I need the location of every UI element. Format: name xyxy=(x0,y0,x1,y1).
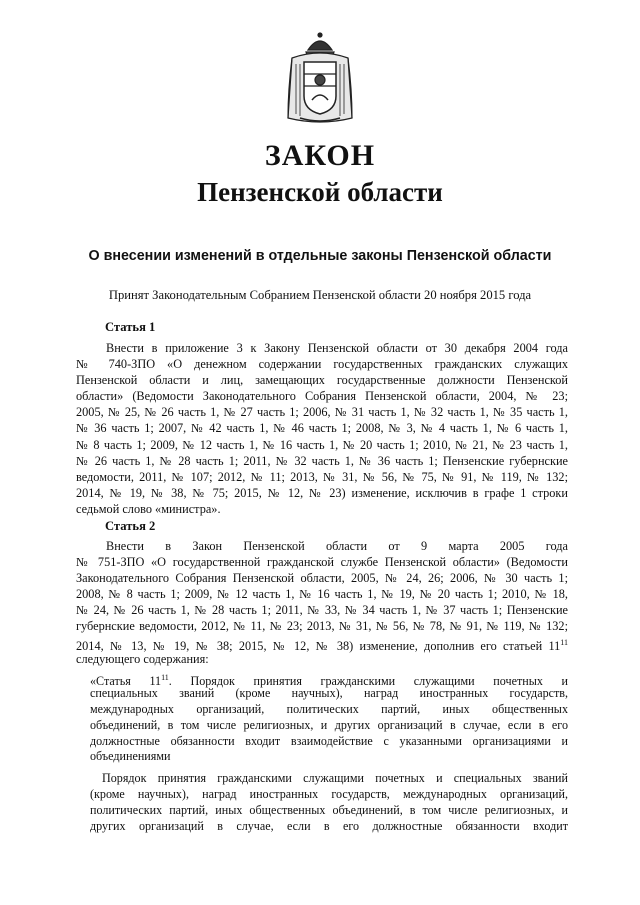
quote-start: «Статья 11 xyxy=(90,674,162,689)
superscript: 11 xyxy=(161,673,169,682)
text-line: Порядок принятия гражданскими служащими почетных и специальных званий xyxy=(102,771,568,785)
text-line: Законодательного Собрания Пензенской области, 2005, № 24, 26; 2006, № 30 часть 1; xyxy=(76,571,568,586)
text-line: ведомости, 2011, № 107; 2012, № 11; 2013, № 31, № 56, № 75, № 91, № 119, № 132; xyxy=(76,469,568,484)
text-line: политических партий, иных общественных объединений, в том числе религиозных, и xyxy=(90,802,568,817)
quoted-article-heading-block xyxy=(90,670,568,765)
text-line: должностные обязанности входит взаимодействие с указанными организациями и xyxy=(90,733,568,748)
text-line: 2014, № 19, № 38, № 75; 2015, № 12, № 23) изменение, исключив в графе 1 строки xyxy=(76,485,568,500)
document-type-title: ЗАКОН xyxy=(264,139,376,172)
text-line: объединений, в том числе религиозных, и других организаций в случае, если в его xyxy=(90,717,568,732)
coat-of-arms-emblem xyxy=(282,30,358,128)
text-line: № 36 часть 1; 2007, № 42 часть 1, № 46 часть 1; 2008, № 3, № 4 часть 1, № 6 часть 1, xyxy=(76,421,568,436)
article-2-heading: Статья 2 xyxy=(105,519,156,533)
text-line: 2005, № 25, № 26 часть 1, № 27 часть 1; 2006, № 31 часть 1, № 32 часть 1, № 35 часть 1, xyxy=(76,405,568,420)
article-2-text xyxy=(76,538,568,667)
text-line: следующего содержания: xyxy=(76,651,209,666)
article-1-text xyxy=(76,340,568,517)
text-line: (кроме научных), наград иностранных государств, международных организаций, xyxy=(90,786,568,801)
text-line: № 751-ЗПО «О государственной гражданской службе Пензенской области» (Ведомости xyxy=(76,555,568,570)
text-line: специальных званий (кроме научных), наград иностранных государств, xyxy=(90,685,568,700)
text-line: седьмой слово «министра». xyxy=(76,501,221,516)
text-line: № 24, № 26 часть 1, № 28 часть 1; 2011, № 33, № 34 часть 1, № 37 часть 1; Пензенские xyxy=(76,603,568,618)
text-line: № 26 часть 1, № 28 часть 1; 2011, № 32 часть 1, № 36 часть 1; Пензенские губернские xyxy=(76,453,568,468)
law-heading: О внесении изменений в отдельные законы Пензенской области xyxy=(88,248,552,264)
text-line xyxy=(76,635,568,651)
region-title: Пензенской области xyxy=(197,177,443,207)
superscript: 11 xyxy=(560,637,568,647)
text-line: международных организаций, политических партий, иных общественных xyxy=(90,701,568,716)
text-line: Внести в Закон Пензенской области от 9 марта 2005 года xyxy=(106,539,568,553)
text-line: других организаций в случае, если в его должностные обязанности входит xyxy=(90,818,568,833)
article-1-heading: Статья 1 xyxy=(105,320,156,334)
adoption-note: Принят Законодательным Собранием Пензенской области 20 ноября 2015 года xyxy=(108,288,532,302)
quote-start-tail: . Порядок принятия гражданскими служащими почетных и xyxy=(168,674,568,689)
text-line xyxy=(90,670,568,689)
text-line: № 740-ЗПО «О денежном содержании государственных гражданских служащих xyxy=(76,357,568,372)
text-line: объединениями xyxy=(90,749,171,764)
text-line: № 8 часть 1; 2009, № 12 часть 1, № 16 часть 1, № 20 часть 1; 2010, № 21, № 23 часть 1, xyxy=(76,437,568,452)
text-line: Внести в приложение 3 к Закону Пензенской области от 30 декабря 2004 года xyxy=(106,341,568,355)
text-line-main: 2014, № 13, № 19, № 38; 2015, № 12, № 38) изменение, дополнив его статьей 11 xyxy=(76,638,561,653)
text-line: губернские ведомости, 2012, № 11, № 23; 2013, № 31, № 56, № 78, № 91, № 119, № 132; xyxy=(76,619,568,634)
quoted-article-body xyxy=(90,771,568,835)
text-line: области» (Ведомости Законодательного Собрания Пензенской области, 2004, № 23; xyxy=(76,389,568,404)
text-line: 2008, № 8 часть 1; 2009, № 12 часть 1, № 16 часть 1, № 19, № 20 часть 1; 2010, № 18, xyxy=(76,587,568,602)
text-line: Пензенской области и лиц, замещающих государственные должности Пензенской xyxy=(76,373,568,388)
